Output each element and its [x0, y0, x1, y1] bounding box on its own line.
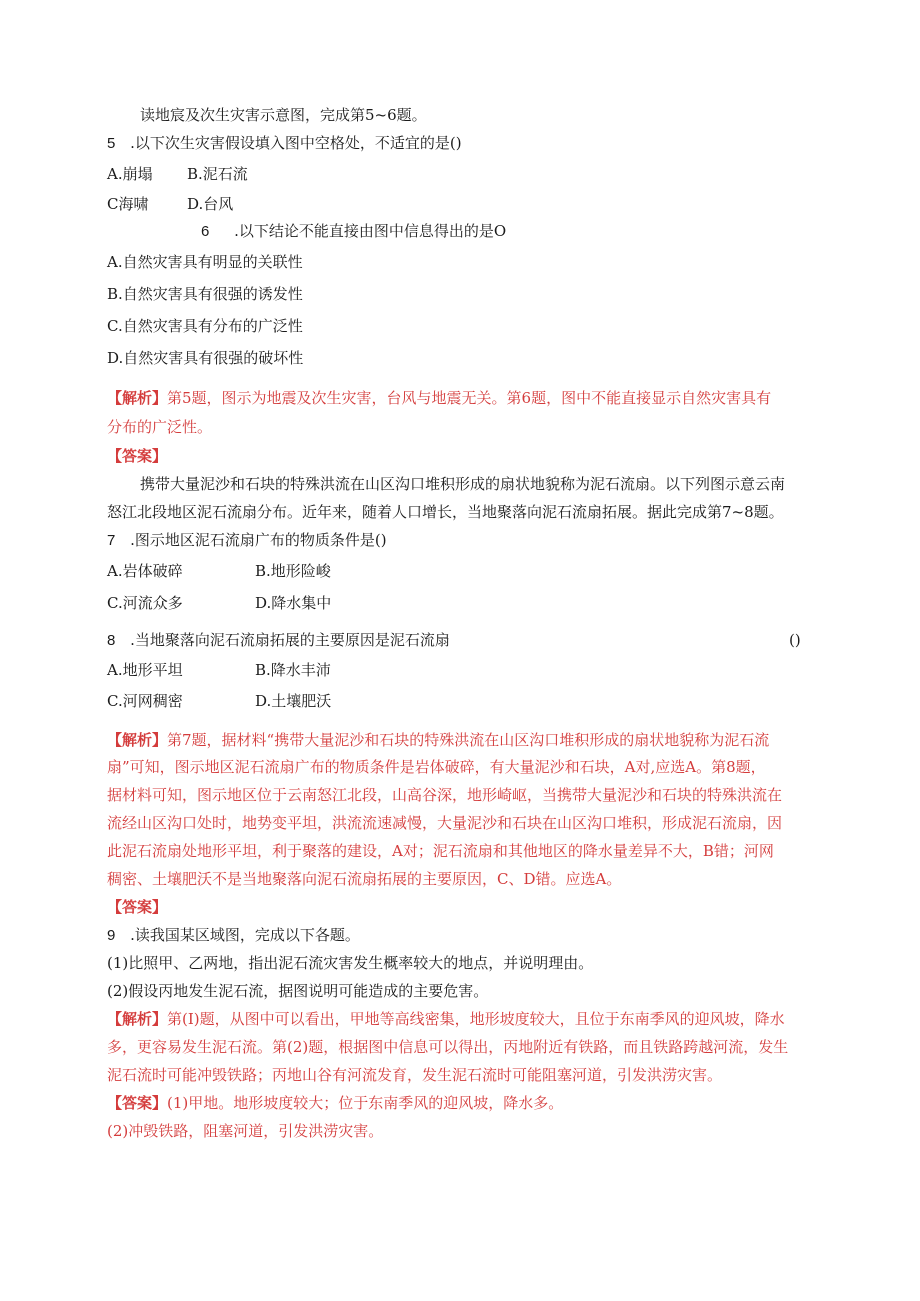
options-row	[107, 562, 331, 580]
analysis-text: 第5题，图示为地震及次生灾害，台风与地震无关。第6题，图中不能直接显示自然灾害具有	[167, 389, 772, 407]
option-d: D.降水集中	[255, 594, 332, 612]
analysis-text: 泥石流时可能冲毁铁路；丙地山谷有河流发育，发生泥石流时可能阻塞河道，引发洪涝灾害。	[107, 1066, 723, 1084]
analysis-text: 第(I)题，从图中可以看出，甲地等高线密集，地形坡度较大，且位于东南季风的迎风坡，降水	[167, 1010, 785, 1028]
options-row	[107, 165, 248, 183]
analysis-text: 第7题，据材料“携带大量泥沙和石块的特殊洪流在山区沟口堆积形成的扇状地貌称为泥石流	[167, 731, 770, 749]
analysis-label: 【解析】	[107, 731, 168, 749]
options-row	[107, 692, 332, 710]
question-number: 9	[107, 927, 116, 944]
subquestion-1: (1)比照甲、乙两地，指出泥石流灾害发生概率较大的地点，并说明理由。	[107, 954, 594, 972]
question-7	[107, 531, 387, 550]
answer-line	[107, 898, 167, 916]
analysis-text: 多，更容易发生泥石流。第(2)题，根据图中信息可以得出，丙地附近有铁路，而且铁路跨越河流，发生	[107, 1038, 789, 1056]
question-stem: .以下次生灾害假设填入图中空格处，不适宜的是()	[130, 134, 462, 152]
option-c: C.河网稠密	[107, 692, 183, 710]
question-stem: .图示地区泥石流扇广布的物质条件是()	[130, 531, 387, 549]
question-number: 6	[201, 223, 210, 240]
question-number: 8	[107, 632, 116, 649]
option-b: B.降水丰沛	[255, 661, 331, 679]
analysis-line	[107, 731, 769, 749]
answer-text: (2)冲毁铁路，阻塞河道，引发洪涝灾害。	[107, 1122, 384, 1140]
option-d: D.自然灾害具有很强的破坏性	[107, 349, 304, 367]
question-stem: .以下结论不能直接由图中信息得出的是O	[234, 222, 507, 240]
question-5	[107, 134, 462, 153]
answer-label: 【答案】	[107, 447, 168, 465]
analysis-text: 分布的广泛性。	[107, 418, 213, 436]
intro-q5-6: 读地宸及次生灾害示意图，完成第5~6题。	[140, 106, 427, 124]
option-b: B.自然灾害具有很强的诱发性	[107, 285, 303, 303]
question-stem: .读我国某区域图，完成以下各题。	[130, 926, 360, 944]
analysis-text: 据材料可知，图示地区位于云南怒江北段，山高谷深，地形崎岖，当携带大量泥沙和石块的特殊洪流在	[107, 786, 783, 804]
option-a: A.地形平坦	[107, 661, 183, 679]
options-row	[107, 195, 234, 213]
option-a: A.岩体破碎	[107, 562, 183, 580]
analysis-label: 【解析】	[107, 389, 168, 407]
answer-label: 【答案】	[107, 1094, 168, 1112]
question-9	[107, 926, 360, 945]
option-c: C.自然灾害具有分布的广泛性	[107, 317, 303, 335]
intro-q7-8-cont: 怒江北段地区泥石流扇分布。近年来，随着人口增长，当地聚落向泥石流扇拓展。据此完成第7~8题。	[107, 503, 784, 521]
option-a: A.自然灾害具有明显的关联性	[107, 253, 303, 271]
option-b: B.泥石流	[187, 165, 248, 183]
analysis-text: 稠密、土壤肥沃不是当地聚落向泥石流扇拓展的主要原因，C、D错。应选A。	[107, 870, 622, 888]
option-c: C.河流众多	[107, 594, 183, 612]
analysis-label: 【解析】	[107, 1010, 168, 1028]
option-a: A.崩塌	[107, 165, 153, 183]
answer-line	[107, 1094, 563, 1112]
question-number: 5	[107, 135, 116, 152]
question-8	[107, 631, 450, 650]
options-row	[107, 594, 332, 612]
subquestion-2: (2)假设丙地发生泥石流，据图说明可能造成的主要危害。	[107, 982, 489, 1000]
question-6	[201, 222, 506, 241]
question-number: 7	[107, 532, 116, 549]
analysis-text: 此泥石流扇处地形平坦，利于聚落的建设，A对；泥石流扇和其他地区的降水量差异不大，B错；河网	[107, 842, 774, 860]
answer-line	[107, 447, 167, 465]
intro-q7-8: 携带大量泥沙和石块的特殊洪流在山区沟口堆积形成的扇状地貌称为泥石流扇。以下列图示意云南	[140, 475, 786, 493]
options-row	[107, 661, 331, 679]
analysis-text: 扇”可知，图示地区泥石流扇广布的物质条件是岩体破碎，有大量泥沙和石块，A对,应选A。第8题，	[107, 758, 766, 776]
option-d: D.台风	[187, 195, 234, 213]
question-stem: .当地聚落向泥石流扇拓展的主要原因是泥石流扇	[130, 631, 450, 649]
answer-blank: ()	[789, 631, 801, 649]
answer-text: (1)甲地。地形坡度较大；位于东南季风的迎风坡，降水多。	[167, 1094, 564, 1112]
option-d: D.土壤肥沃	[255, 692, 332, 710]
analysis-line	[107, 1010, 785, 1028]
option-c: C海啸	[107, 195, 149, 213]
analysis-text: 流经山区沟口处时，地势变平坦，洪流流速减慢，大量泥沙和石块在山区沟口堆积，形成泥石流扇，因	[107, 814, 783, 832]
answer-label: 【答案】	[107, 898, 168, 916]
option-b: B.地形险峻	[255, 562, 331, 580]
analysis-line	[107, 389, 771, 407]
